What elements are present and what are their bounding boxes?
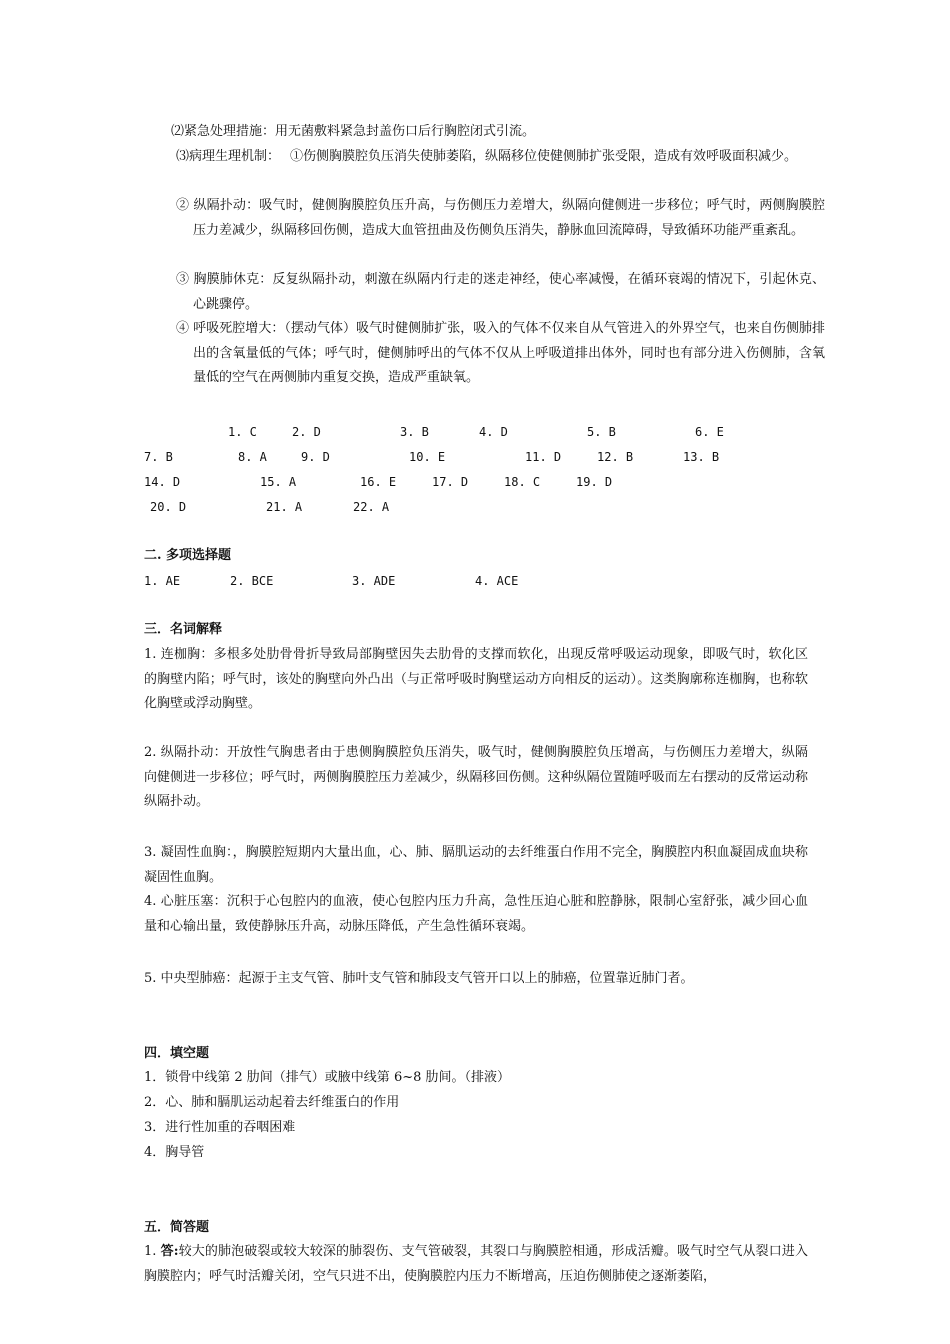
answer-item: 17. D <box>432 475 469 489</box>
answer-item: 22. A <box>353 500 390 514</box>
fill-heading: 四．填空题 <box>144 1046 210 1061</box>
answer-item: 4. D <box>479 425 508 439</box>
answer-item: 2. BCE <box>230 574 274 588</box>
answer-item: 3. ADE <box>352 574 396 588</box>
answer-item: 10. E <box>409 450 446 464</box>
short-answer-number: 1. <box>144 1244 161 1259</box>
pathophysiology-label: ⑶病理生理机制： <box>176 149 281 164</box>
answer-item: 2. D <box>292 425 321 439</box>
answer-item: 19. D <box>576 475 613 489</box>
answer-item: 13. B <box>683 450 720 464</box>
answer-item: 9. D <box>301 450 330 464</box>
term-flail-chest: 1. 连枷胸：多根多处肋骨骨折导致局部胸壁因失去肋骨的支撑而软化，出现反常呼吸运动现象，即吸气时，软化区的胸壁内陷；呼气时，该处的胸壁向外凸出（与正常呼吸时胸壁运动方向相反的运动）。这类胸廓称连枷胸，也称软化胸壁或浮动胸壁。 <box>144 647 808 711</box>
short-answer-text: 较大的肺泡破裂或较大较深的肺裂伤、支气管破裂，其裂口与胸膜腔相通，形成活瓣。吸气时空气从裂口进入胸膜腔内；呼气时活瓣关闭，空气只进不出，使胸膜腔内压力不断增高，压迫伤侧肺使之逐渐萎陷， <box>144 1244 808 1284</box>
answer-item: 1. C <box>228 425 257 439</box>
short-answer-heading: 五．简答题 <box>144 1220 210 1235</box>
pleuropulmonary-shock-item: ③ 胸膜肺休克：反复纵隔扑动，刺激在纵隔内行走的迷走神经，使心率减慢，在循环衰竭的情况下，引起休克、心跳骤停。 <box>176 272 825 312</box>
term-coagulated-hemothorax: 3. 凝固性血胸：，胸膜腔短期内大量出血，心、肺、膈肌运动的去纤维蛋白作用不完全，胸膜腔内积血凝固成血块称凝固性血胸。 <box>144 845 808 885</box>
emergency-measures-line: ⑵紧急处理措施：用无菌敷料紧急封盖伤口后行胸腔闭式引流。 <box>171 124 536 139</box>
answer-item: 14. D <box>144 475 181 489</box>
multiple-choice-heading: 二. 多项选择题 <box>144 548 232 563</box>
fill-item: 3．进行性加重的吞咽困难 <box>144 1120 296 1135</box>
answer-item: 7. B <box>144 450 173 464</box>
answer-item: 5. B <box>587 425 616 439</box>
answer-item: 15. A <box>260 475 297 489</box>
short-answer-1 <box>144 1240 808 1289</box>
term-central-lung-cancer: 5. 中央型肺癌：起源于主支气管、肺叶支气管和肺段支气管开口以上的肺癌，位置靠近肺门者。 <box>144 971 694 986</box>
term-mediastinal-flutter: 2. 纵隔扑动：开放性气胸患者由于患侧胸膜腔负压消失，吸气时，健侧胸膜腔负压增高，与伤侧压力差增大，纵隔向健侧进一步移位；呼气时，两侧胸膜腔压力差减少，纵隔移回伤侧。这种纵隔位置随呼吸而左右摆动的反常运动称纵隔扑动。 <box>144 745 808 809</box>
answer-item: 3. B <box>400 425 429 439</box>
dead-space-item: ④ 呼吸死腔增大：（摆动气体）吸气时健侧肺扩张，吸入的气体不仅来自从气管进入的外界空气，也来自伤侧肺排出的含氧量低的气体；呼气时，健侧肺呼出的气体不仅从上呼吸道排出体外，同时也有部分进入伤侧肺，含氧量低的空气在两侧肺内重复交换，造成严重缺氧。 <box>176 321 825 385</box>
fill-item: 1．锁骨中线第 2 肋间（排气）或腋中线第 6~8 肋间。（排液） <box>144 1070 511 1085</box>
answer-item: 6. E <box>695 425 724 439</box>
answer-item: 20. D <box>150 500 187 514</box>
answer-item: 12. B <box>597 450 634 464</box>
answer-item: 16. E <box>360 475 397 489</box>
term-cardiac-tamponade: 4. 心脏压塞：沉积于心包腔内的血液，使心包腔内压力升高，急性压迫心脏和腔静脉，限制心室舒张，减少回心血量和心输出量，致使静脉压升高，动脉压降低，产生急性循环衰竭。 <box>144 894 808 934</box>
fill-item: 4．胸导管 <box>144 1145 205 1160</box>
fill-item: 2．心、肺和膈肌运动起着去纤维蛋白的作用 <box>144 1095 400 1110</box>
answer-item: 1. AE <box>144 574 181 588</box>
terms-heading: 三．名词解释 <box>144 622 223 637</box>
answer-item: 21. A <box>266 500 303 514</box>
mediastinal-flutter-item: ② 纵隔扑动：吸气时，健侧胸膜腔负压升高，与伤侧压力差增大，纵隔向健侧进一步移位；呼气时，两侧胸膜腔压力差减少，纵隔移回伤侧，造成大血管扭曲及伤侧负压消失，静脉血回流障碍，导致循环功能严重紊乱。 <box>176 198 825 238</box>
answer-item: 8. A <box>238 450 267 464</box>
answer-item: 4. ACE <box>475 574 519 588</box>
answer-item: 18. C <box>504 475 541 489</box>
pathophysiology-item-1: ①伤侧胸膜腔负压消失使肺萎陷，纵隔移位使健侧肺扩张受限，造成有效呼吸面积减少。 <box>290 149 798 164</box>
answer-item: 11. D <box>525 450 562 464</box>
answer-label: 答: <box>160 1244 179 1259</box>
